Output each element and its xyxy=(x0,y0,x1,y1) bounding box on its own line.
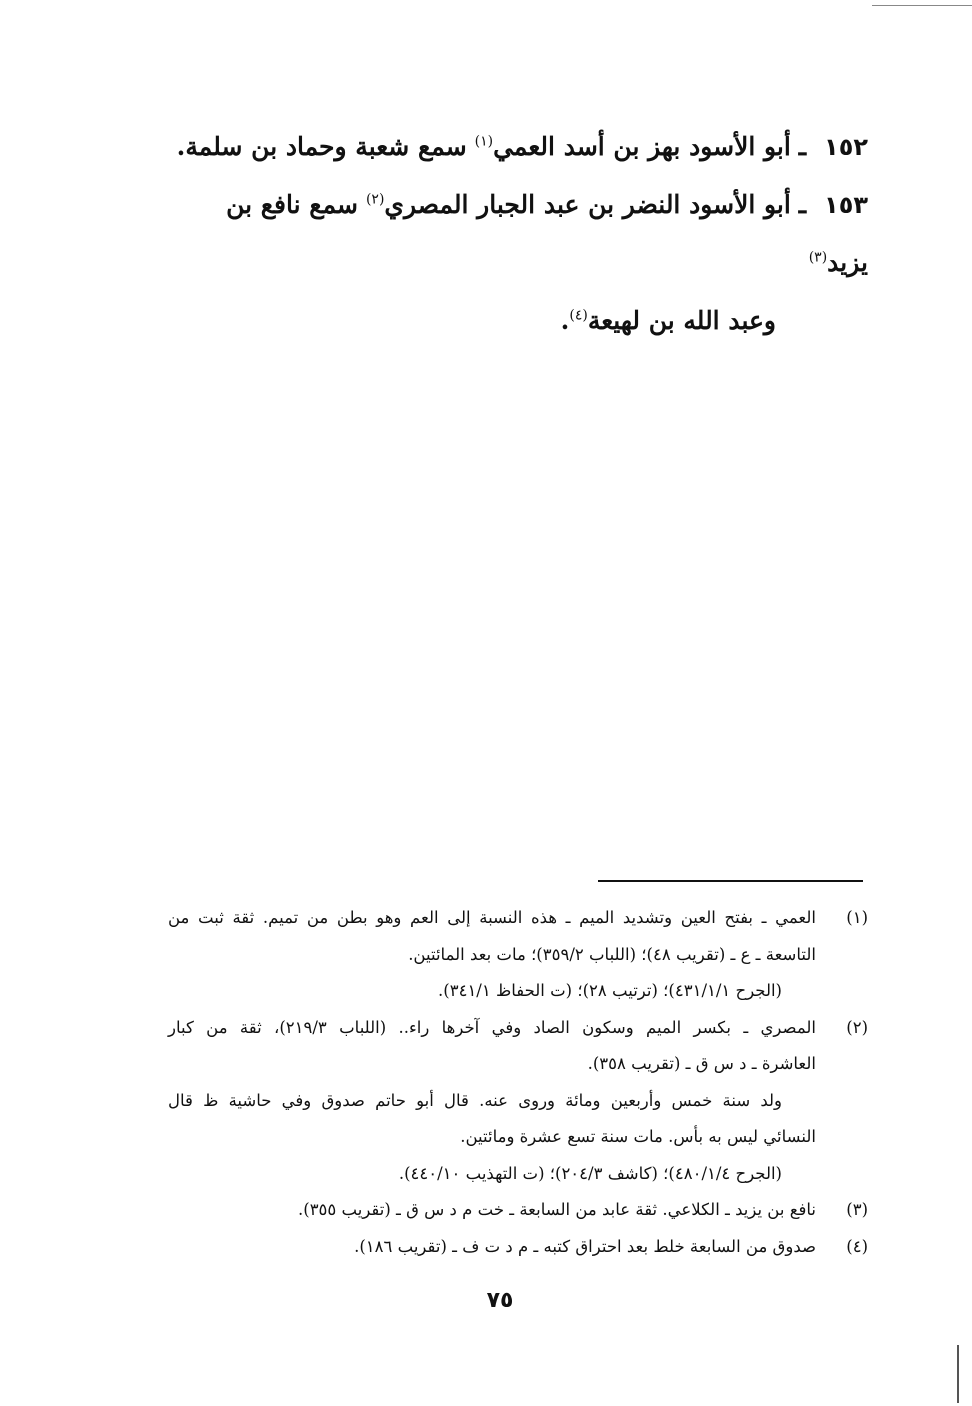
entry-continuation xyxy=(168,292,776,350)
footnote-number: (٢) xyxy=(846,1017,868,1037)
footnote-ref: (٣) xyxy=(808,249,828,266)
entry-152 xyxy=(168,118,868,176)
footnote-4 xyxy=(168,1229,868,1266)
footnote-2 xyxy=(168,1010,868,1193)
footnote-line: صدوق من السابعة خلط بعد احتراق كتبه ـ م د ت ف ـ (تقريب ١٨٦). xyxy=(354,1236,816,1256)
footnote-3 xyxy=(168,1192,868,1229)
footnote-line: (الجرح ٤٣١/١/١)؛ (ترتيب ٢٨)؛ (ت الحفاظ ٣٤١/١). xyxy=(438,981,782,1000)
entry-dash: ـ xyxy=(798,132,807,161)
entry-text: وعبد الله بن لهيعة xyxy=(587,306,776,335)
footnote-line: العمي ـ بفتح العين وتشديد الميم ـ هذه النسبة إلى العم وهو بطن من تميم. ثقة ثبت من xyxy=(168,908,816,927)
footnote-line: المصري ـ بكسر الميم وسكون الصاد وفي آخرها راء.. (اللباب ٢١٩/٣)، ثقة من كبار xyxy=(168,1017,816,1037)
footnote-ref: (١) xyxy=(474,133,494,150)
entry-text: سمع شعبة وحماد بن سلمة. xyxy=(176,132,467,161)
footnote-1 xyxy=(168,900,868,1010)
scan-edge-mark-right xyxy=(957,1345,959,1403)
entry-dash: ـ xyxy=(798,190,807,219)
footnote-line: ولد سنة خمس وأربعين ومائة وروى عنه. قال أبو حاتم صدوق وفي حاشية ظ قال xyxy=(168,1090,782,1110)
entry-number: ١٥٢ xyxy=(824,133,868,161)
footnote-line: التاسعة ـ ع ـ (تقريب ٤٨)؛ (اللباب ٣٥٩/٢)؛ مات بعد المائتين. xyxy=(408,944,816,964)
entry-text: سمع نافع بن يزيد xyxy=(226,190,868,277)
entry-text: أبو الأسود بهز بن أسد العمي xyxy=(493,132,791,161)
footnote-line: (الجرح ٤٨٠/١/٤)؛ (كاشف ٢٠٤/٣)؛ (ت التهذيب ٤٤٠/١٠). xyxy=(398,1163,782,1183)
page-number: ٧٥ xyxy=(486,1288,514,1313)
entry-number: ١٥٣ xyxy=(824,191,868,219)
scan-edge-mark-top xyxy=(872,5,972,6)
footnote-line: نافع بن يزيد ـ الكلاعي. ثقة عابد من السابعة ـ خت م د س ق ـ (تقريب ٣٥٥). xyxy=(298,1200,816,1219)
entry-text: . xyxy=(560,306,570,335)
footnote-divider xyxy=(598,880,863,882)
footnote-ref: (٤) xyxy=(569,307,588,324)
footnote-line: النسائي ليس به بأس. مات سنة تسع عشرة ومائتين. xyxy=(460,1127,816,1146)
footnote-number: (٣) xyxy=(846,1200,868,1219)
entry-text: أبو الأسود النضر بن عبد الجبار المصري xyxy=(384,190,791,219)
footnote-line: العاشرة ـ د س ق ـ (تقريب ٣٥٨). xyxy=(587,1054,816,1073)
entry-153 xyxy=(168,176,868,350)
footnote-ref: (٢) xyxy=(365,191,385,208)
footnote-number: (٤) xyxy=(846,1236,868,1256)
footnotes xyxy=(168,900,868,1265)
footnote-number: (١) xyxy=(846,908,868,927)
